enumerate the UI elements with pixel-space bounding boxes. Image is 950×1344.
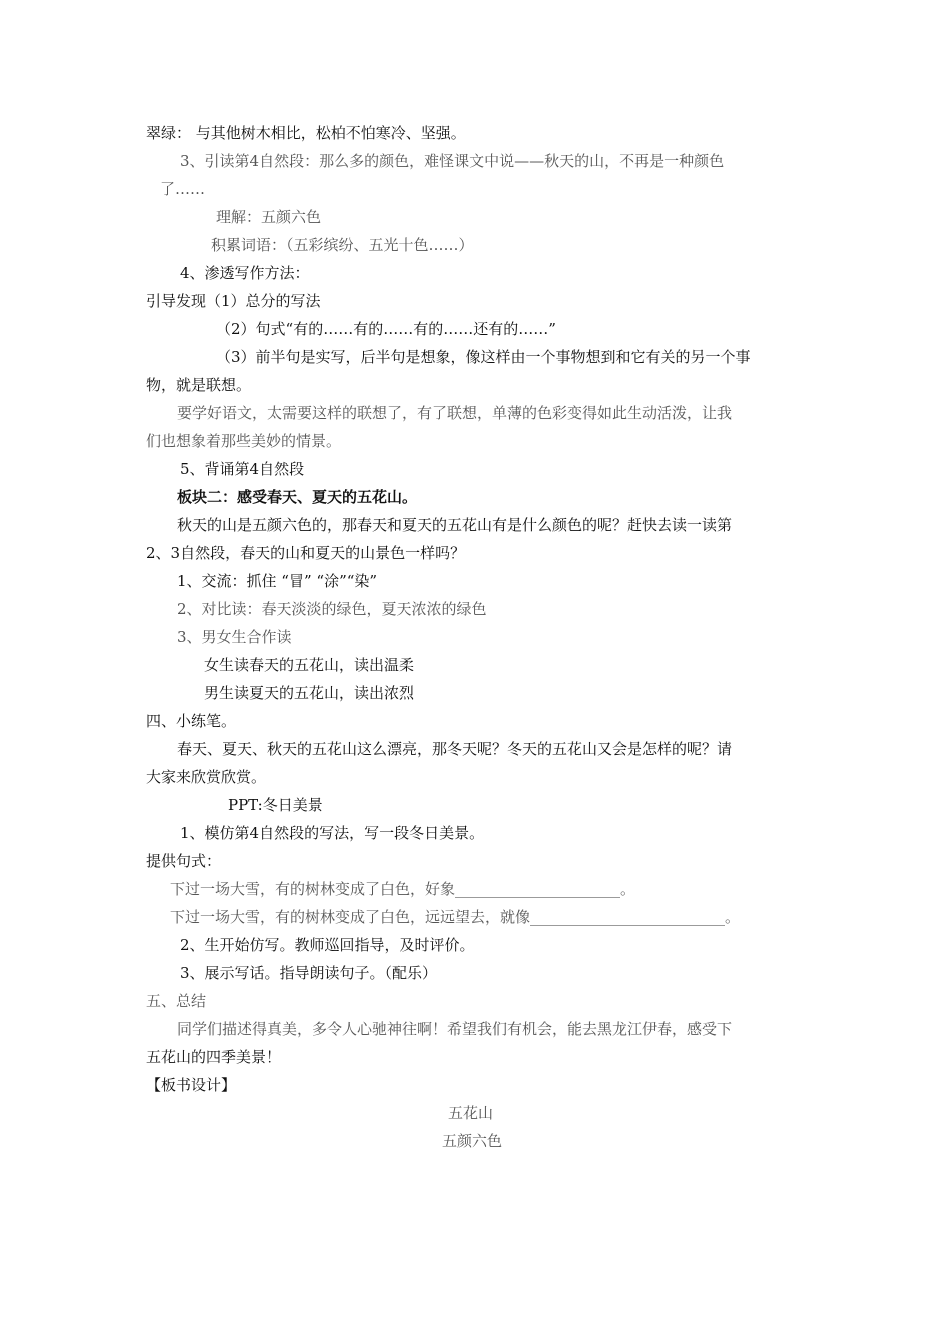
- text-line: 4、渗透写作方法：: [180, 264, 310, 282]
- text-line: 春天、夏天、秋天的五花山这么漂亮，那冬天呢？冬天的五花山又会是怎样的呢？请: [177, 740, 733, 758]
- text-line: 2、对比读：春天淡淡的绿色，夏天浓浓的绿色: [177, 600, 487, 618]
- board-subtitle: 五颜六色: [442, 1132, 503, 1150]
- section-heading: 四、小练笔。: [146, 712, 237, 730]
- text-line: （3）前半句是实写，后半句是想象，像这样由一个事物想到和它有关的另一个事: [216, 348, 751, 366]
- text-line: 积累词语：（五彩缤纷、五光十色……）: [211, 236, 474, 254]
- text-line: （2）句式“有的……有的……有的……还有的……”: [216, 320, 556, 338]
- text-line: 2、3自然段，春天的山和夏天的山景色一样吗？: [146, 544, 466, 562]
- text-line: 5、背诵第4自然段: [180, 460, 305, 478]
- text-line: PPT:冬日美景: [228, 796, 323, 814]
- board-title: 五花山: [448, 1104, 494, 1122]
- text-line: 物，就是联想。: [146, 376, 252, 394]
- text-line: 3、引读第4自然段：那么多的颜色，难怪课文中说——秋天的山，不再是一种颜色: [180, 152, 725, 170]
- text-line: 提供句式：: [146, 852, 222, 870]
- text-line: 3、展示写话。指导朗读句子。（配乐）: [180, 964, 438, 982]
- text-line: 下过一场大雪，有的树林变成了白色，远远望去，就像__________________________。: [170, 908, 741, 926]
- text-line: 们也想象着那些美妙的情景。: [146, 432, 342, 450]
- text-line: 1、模仿第4自然段的写法，写一段冬日美景。: [180, 824, 485, 842]
- text-line: 了……: [160, 180, 206, 198]
- text-line: 秋天的山是五颜六色的，那春天和夏天的五花山有是什么颜色的呢？赶快去读一读第: [177, 516, 733, 534]
- text-line: 要学好语文，太需要这样的联想了，有了联想，单薄的色彩变得如此生动活泼，让我: [177, 404, 733, 422]
- text-line: 翠绿： 与其他树木相比，松柏不怕寒冷、坚强。: [146, 124, 466, 142]
- text-line: 【板书设计】: [146, 1076, 237, 1094]
- text-line: 下过一场大雪，有的树林变成了白色，好象______________________。: [170, 880, 636, 898]
- text-line: 理解：五颜六色: [216, 208, 322, 226]
- text-line: 1、交流：抓住 “冒” “涂”“染”: [177, 572, 378, 590]
- text-line: 大家来欣赏欣赏。: [146, 768, 267, 786]
- text-line: 引导发现（1）总分的写法: [146, 292, 321, 310]
- text-line: 2、生开始仿写。教师巡回指导，及时评价。: [180, 936, 475, 954]
- text-line: 五花山的四季美景！: [146, 1048, 282, 1066]
- section-heading: 五、总结: [146, 992, 207, 1010]
- section-heading: 板块二：感受春天、夏天的五花山。: [177, 488, 418, 506]
- text-line: 3、男女生合作读: [177, 628, 292, 646]
- text-line: 女生读春天的五花山，读出温柔: [204, 656, 415, 674]
- text-line: 同学们描述得真美，多令人心驰神往啊！希望我们有机会，能去黑龙江伊春，感受下: [177, 1020, 733, 1038]
- text-line: 男生读夏天的五花山，读出浓烈: [204, 684, 415, 702]
